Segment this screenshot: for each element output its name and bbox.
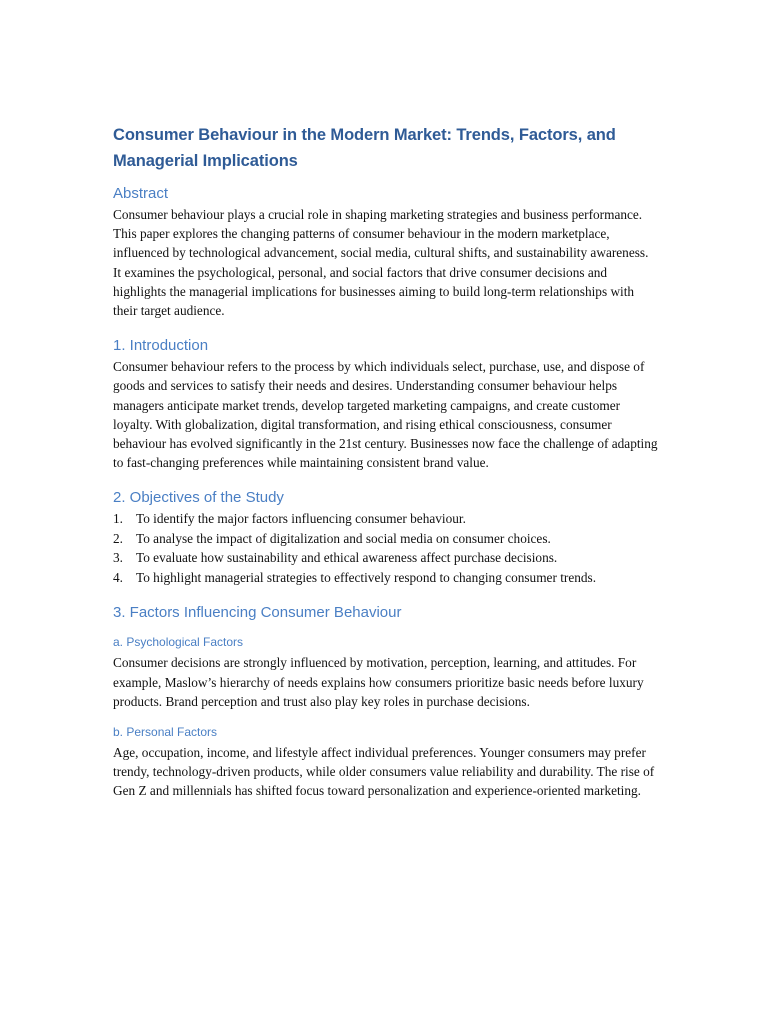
introduction-text: Consumer behaviour refers to the process by which individuals select, purchase, use, and dispose of goods and services to satisfy their needs and desires. Understanding consumer behaviour helps managers anticipate market trends, develop targeted marketing campaigns, and create customer loyalty. With globalization, digital transformation, and rising ethical consciousness, consumer behaviour has evolved significantly in the 21st century. Businesses now face the challenge of adapting to fast-changing preferences while maintaining consistent brand value. [113, 359, 658, 471]
list-item [113, 509, 658, 529]
list-item-number: 3. [113, 550, 123, 566]
list-item [113, 568, 658, 588]
list-item-number: 2. [113, 530, 123, 546]
list-item [113, 548, 658, 568]
document-title: Consumer Behaviour in the Modern Market: Trends, Factors, and Managerial Implications [113, 126, 616, 170]
psychological-factors-subsection [113, 633, 658, 711]
factors-section [113, 603, 658, 800]
list-item [113, 529, 658, 549]
abstract-text: Consumer behaviour plays a crucial role in shaping marketing strategies and business performance. This paper explores the changing patterns of consumer behaviour in the modern marketplace, influenced by technological advancement, social media, cultural shifts, and sustainability awareness. It examines the psychological, personal, and social factors that drive consumer decisions and highlights the managerial implications for businesses aiming to build long-term relationships with their target audience. [113, 207, 649, 319]
psychological-factors-text: Consumer decisions are strongly influenced by motivation, perception, learning, and attitudes. For example, Maslow’s hierarchy of needs explains how consumers prioritize basic needs before luxury products. Brand perception and trust also play key roles in purchase decisions. [113, 655, 644, 709]
introduction-heading: 1. Introduction [113, 337, 209, 355]
objectives-heading: 2. Objectives of the Study [113, 489, 284, 507]
list-item-text: To identify the major factors influencing consumer behaviour. [136, 511, 466, 527]
document-page [113, 122, 658, 813]
objectives-list [113, 509, 658, 587]
personal-factors-text: Age, occupation, income, and lifestyle affect individual preferences. Younger consumers may prefer trendy, technology-driven products, while older consumers value reliability and durability. The rise of Gen Z and millennials has shifted focus toward personalization and experience-oriented marketing. [113, 745, 655, 799]
factors-heading: 3. Factors Influencing Consumer Behaviour [113, 604, 402, 622]
abstract-section [113, 184, 658, 320]
list-item-text: To highlight managerial strategies to effectively respond to changing consumer trends. [136, 569, 597, 585]
psychological-factors-heading: a. Psychological Factors [113, 635, 244, 650]
personal-factors-subsection [113, 723, 658, 801]
list-item-number: 1. [113, 511, 123, 527]
objectives-section [113, 488, 658, 587]
introduction-section [113, 336, 658, 472]
personal-factors-heading: b. Personal Factors [113, 725, 218, 740]
list-item-number: 4. [113, 569, 123, 585]
list-item-text: To analyse the impact of digitalization and social media on consumer choices. [136, 530, 551, 546]
list-item-text: To evaluate how sustainability and ethical awareness affect purchase decisions. [136, 550, 558, 566]
abstract-heading: Abstract [113, 185, 169, 202]
